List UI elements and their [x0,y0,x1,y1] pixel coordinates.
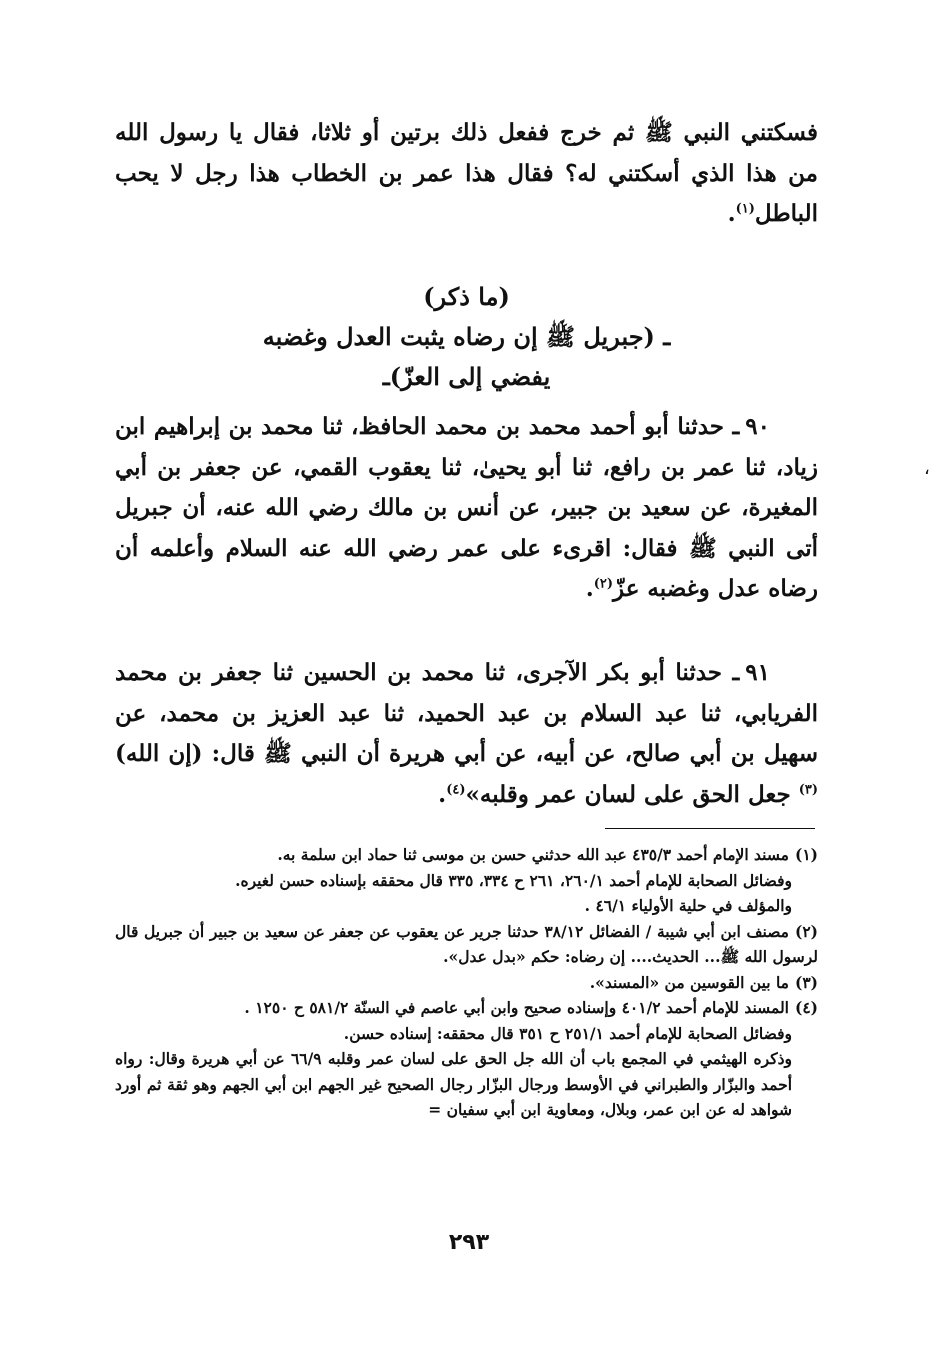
hadith-90-text: ـ حدثنا أبو أحمد محمد بن محمد الحافظ، ثنا محمد بن إبراهيم ابن زياد، ثنا عمر بن رافع، ثنا أبو يحيىٰ، ثنا يعقوب القمي، عن جعفر بن أبي المغيرة، عن سعيد بن جبير، عن أنس بن مالك رضي الله عنه، أن جبريل أتى النبي ﷺ فقال: اقرىء على عمر رضي الله عنه السلام وأعلمه أن رضاه عدل وغضبه عزّ [115,413,818,603]
section-heading-line-2: ـ (جبريل ﷺ إن رضاه يثبت العدل وغضبه [262,322,671,351]
footnote-number: (١) [794,845,818,864]
footnote-3 [115,970,818,996]
page-number: ٢٩٣ [448,1230,490,1255]
footnote-ref-2[interactable]: (٢) [593,576,613,592]
footnote-4-continued: وفضائل الصحابة للإمام أحمد ٢٥١/١ ح ٣٥١ قال محققه: إسناده حسن. [343,1023,792,1043]
intro-tail: . [727,200,736,228]
hadith-number-91: ٩١ [745,659,770,686]
footnote-ref-1[interactable]: (١) [735,201,755,217]
hadith-91-text-2: جعل الحق على لسان عمر وقلبه» [465,780,799,808]
footnote-1 [115,842,818,868]
footnote-number: (٣) [794,972,818,992]
footnote-text: مسند الإمام أحمد ٤٣٥/٣ عبد الله حدثني حسن بن موسى ثنا حماد ابن سلمة به. [277,845,789,864]
margin-mark: ، [924,458,930,479]
footnote-ref-4[interactable]: (٤) [446,782,466,798]
hadith-91-tail: . [438,780,447,808]
footnote-4-continued: وذكره الهيثمي في المجمع باب أن الله جل الحق على لسان عمر وقلبه ٦٦/٩ عن أبي هريرة وقال: رواه أحمد والبزّار والطبراني في الأوسط ورجال البزّار رجال الصحيح غير الجهم ابن أبي الجهم وهو ثقة ثم أورد شواهد له عن ابن عمر، وبلال، ومعاوية ابن أبي سفيان = [115,1049,792,1119]
section-heading-line-1: (ما ذكر) [423,282,510,311]
hadith-91-text: ـ حدثنا أبو بكر الآجرى، ثنا محمد بن الحسين ثنا جعفر بن محمد الفريابي، ثنا عبد السلام بن عبد الحميد، ثنا عبد العزيز بن محمد، عن سهيل بن أبي صالح، عن أبيه، عن أبي هريرة أن النبي ﷺ قال: (إن الله) [115,659,818,768]
footnote-text: مصنف ابن أبي شيبة / الفضائل ٣٨/١٢ حدثنا جرير عن يعقوب عن جعفر عن سعيد بن جبير أن جبريل قال لرسول الله ﷺ... الحديث.... إن رضاه: حكم «بدل عدل». [115,921,818,966]
section-heading-line-3: يفضي إلى العزّ)ـ [382,362,551,391]
hadith-91-paragraph [115,653,818,815]
intro-paragraph [115,113,818,235]
footnote-1-continued: والمؤلف في حلية الأولياء ٤٦/١ . [584,896,792,915]
hadith-90-tail: . [585,575,594,603]
footnote-text: ما بين القوسين من «المسند». [589,972,789,992]
footnote-number: (٢) [794,921,818,941]
footnote-text: المسند للإمام أحمد ٤٠١/٢ وإسناده صحيح وابن أبي عاصم في السنّة ٥٨١/٢ ح ١٢٥٠ . [244,998,789,1017]
footnote-number: (٤) [794,998,818,1017]
footnote-1-continued: وفضائل الصحابة للإمام أحمد ٢٦٠/١، ٢٦١ ح ٣٣٤، ٣٣٥ قال محققه بإسناده حسن لغيره. [235,870,792,890]
hadith-number-90: ٩٠ [745,413,770,440]
footnote-4 [115,995,818,1021]
footnote-divider [605,828,815,829]
footnotes-section [115,842,818,1123]
footnote-ref-3[interactable]: (٣) [798,782,818,798]
hadith-90-paragraph [115,407,818,610]
intro-text: فسكتني النبي ﷺ ثم خرج ففعل ذلك برتين أو ثلاثا، فقال يا رسول الله من هذا الذي أسكتني له؟ فقال هذا عمر بن الخطاب هذا رجل لا يحب الباطل [115,119,818,228]
footnote-2 [115,919,818,970]
